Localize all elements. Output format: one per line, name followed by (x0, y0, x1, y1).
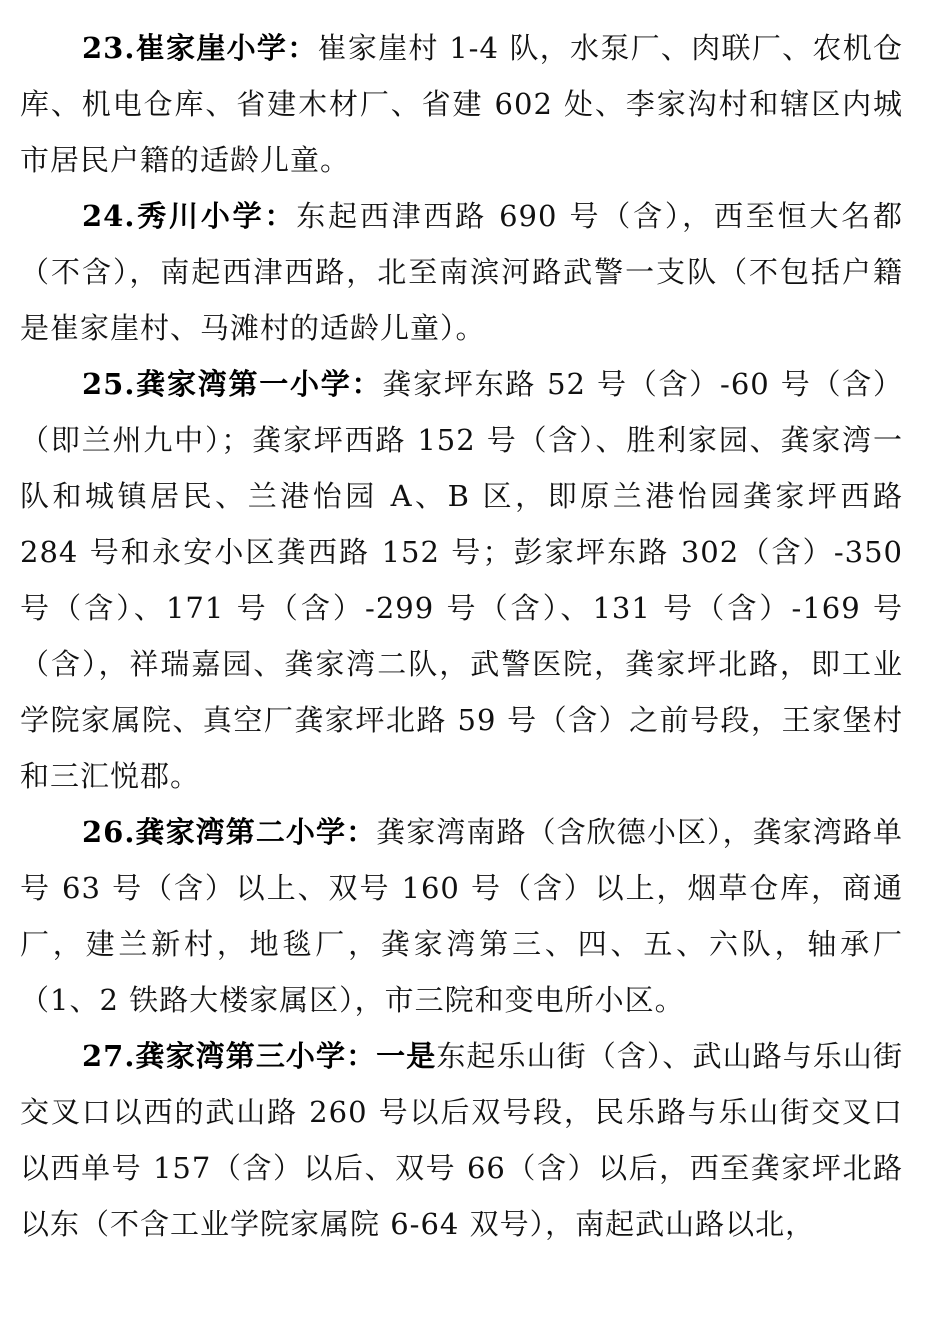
school-zone-text-27: 东起乐山街（含）、武山路与乐山街交叉口以西的武山路 260 号以后双号段，民乐路与乐山街交叉口以西单号 157（含）以后、双号 66（含）以后，西至龚家坪北路以东（不含工业学院家属院 6-64 双号），南起武山路以北， (20, 1039, 903, 1241)
school-heading-25: 25.龚家湾第一小学： (82, 367, 383, 401)
school-zone-paragraph-24 (20, 188, 903, 356)
school-heading-26: 26.龚家湾第二小学： (82, 815, 377, 849)
school-zone-text-25: 龚家坪东路 52 号（含）-60 号（含）（即兰州九中）；龚家坪西路 152 号（含）、胜利家园、龚家湾一队和城镇居民、兰港怡园 A、B 区，即原兰港怡园龚家坪西路 284 号和永安小区龚西路 152 号；彭家坪东路 302（含）-350 号（含）、171 号（含）-299 号（含）、131 号（含）-169 号（含），祥瑞嘉园、龚家湾二队，武警医院，龚家坪北路，即工业学院家属院、真空厂龚家坪北路 59 号（含）之前号段，王家堡村和三汇悦郡。 (20, 367, 903, 793)
school-zone-paragraph-26 (20, 804, 903, 1028)
school-zone-paragraph-23 (20, 20, 903, 188)
school-heading-23: 23.崔家崖小学： (82, 31, 318, 65)
school-heading-27: 27.龚家湾第三小学： (82, 1039, 377, 1073)
school-zone-paragraph-27 (20, 1028, 903, 1252)
school-zone-paragraph-25 (20, 356, 903, 804)
school-zone-text-26: 龚家湾南路（含欣德小区），龚家湾路单号 63 号（含）以上、双号 160 号（含）以上，烟草仓库，商通厂，建兰新村，地毯厂，龚家湾第三、四、五、六队，轴承厂（1、2 铁路大楼家属区），市三院和变电所小区。 (20, 815, 903, 1017)
school-heading-24: 24.秀川小学： (82, 199, 297, 233)
school-zone-emphasis-27: 一是 (376, 1039, 437, 1073)
school-zone-text-23: 崔家崖村 1-4 队，水泵厂、肉联厂、农机仓库、机电仓库、省建木材厂、省建 602 处、李家沟村和辖区内城市居民户籍的适龄儿童。 (20, 31, 904, 177)
school-zone-text-24: 东起西津西路 690 号（含），西至恒大名都（不含），南起西津西路，北至南滨河路武警一支队（不包括户籍是崔家崖村、马滩村的适龄儿童）。 (20, 199, 903, 345)
